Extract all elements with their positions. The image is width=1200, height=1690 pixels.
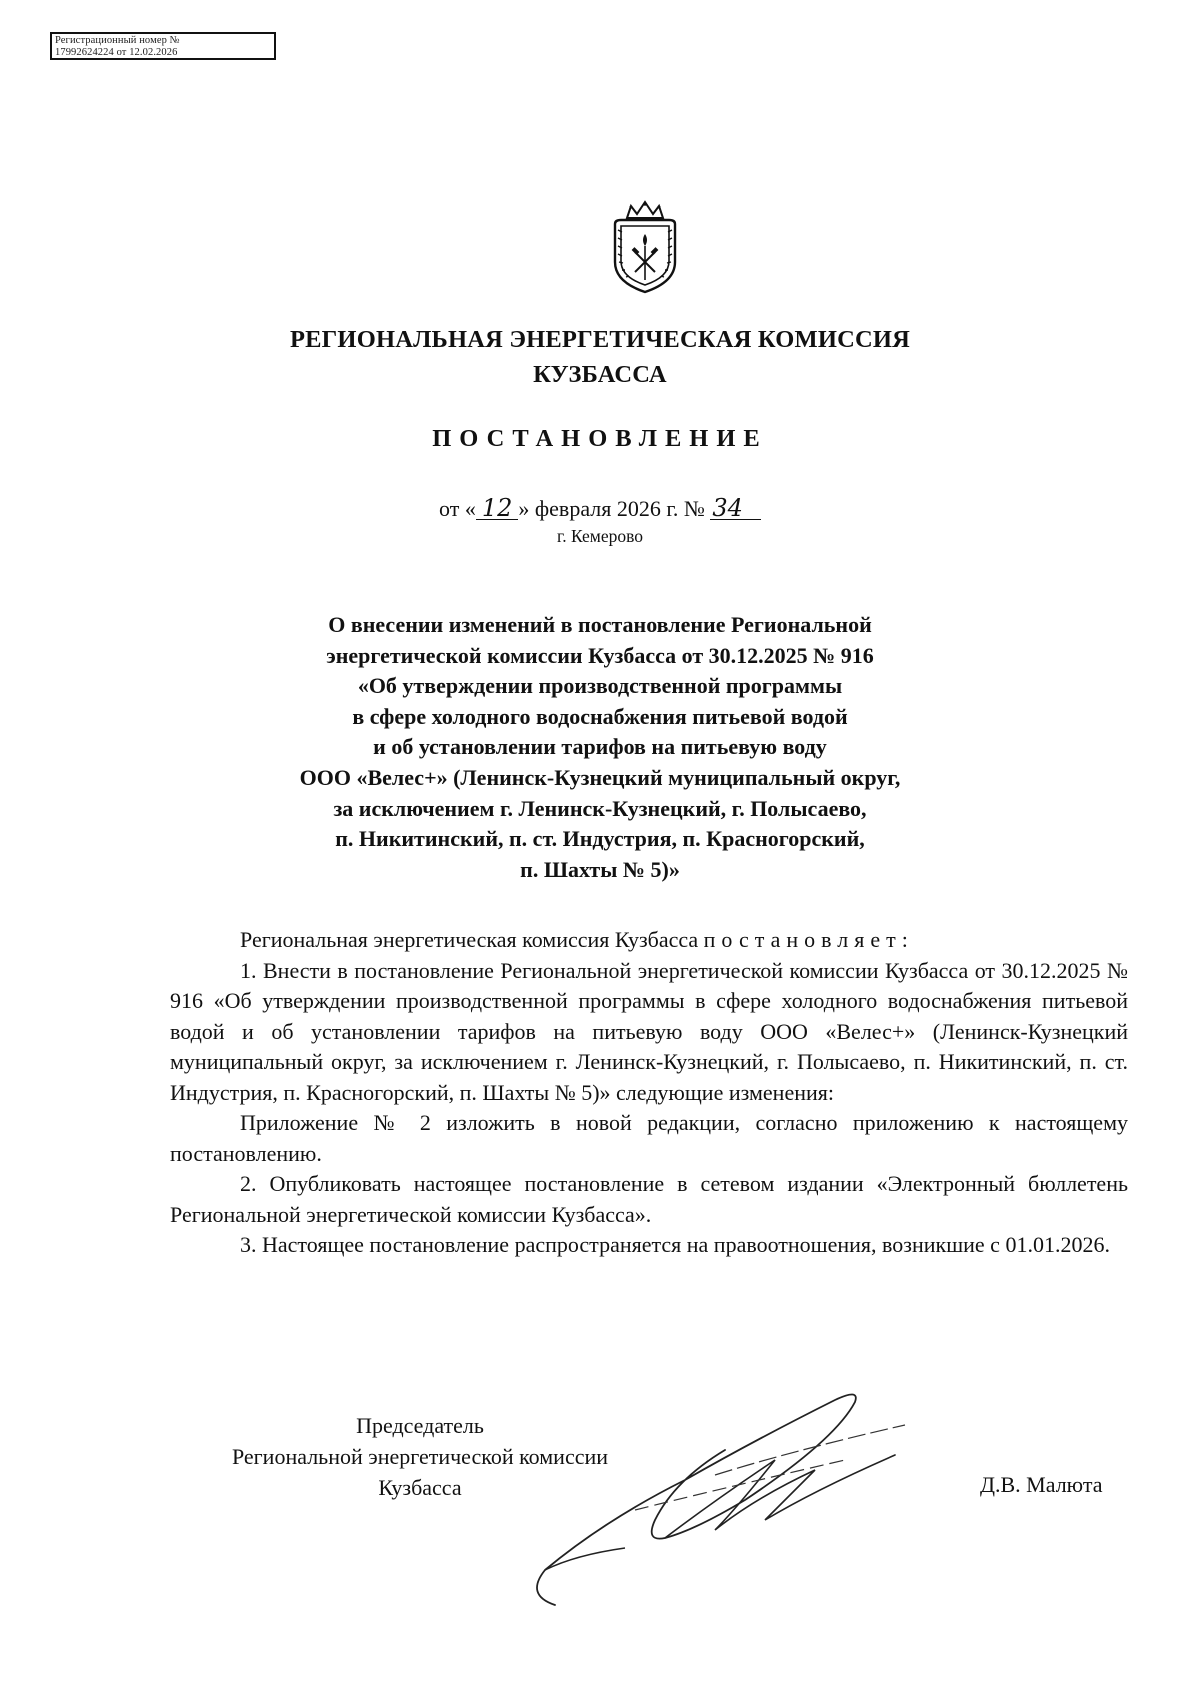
body-item-2: 2. Опубликовать настоящее постановление в сетевом издании «Электронный бюллетень Региональной энергетической комиссии Кузбасса». xyxy=(170,1171,1128,1227)
kuzbass-coat-of-arms-icon xyxy=(609,200,681,296)
registration-number: 17992624224 от 12.02.2026 xyxy=(55,47,178,58)
date-month-year: » февраля 2026 г. № xyxy=(518,496,705,521)
body-intro: Региональная энергетическая комиссия Кузбасса xyxy=(240,927,699,952)
date-prefix: от « xyxy=(439,496,476,521)
subject-line: энергетической комиссии Кузбасса от 30.12.2025 № 916 xyxy=(326,642,874,668)
document-body xyxy=(170,925,1128,1261)
document-city: г. Кемерово xyxy=(557,526,643,546)
body-item-1: 1. Внести в постановление Региональной энергетической комиссии Кузбасса от 30.12.2025 № 916 «Об утверждении производственной программы в сфере холодного водоснабжения питьевой водой и об установлении тарифов на питьевую воду ООО «Велес+» (Ленинск-Кузнецкий муниципальный округ, за исключением г. Ленинск-Кузнецкий, г. Полысаево, п. Никитинский, п. ст. Индустрия, п. Красногорский, п. Шахты № 5)» следующие изменения: xyxy=(170,957,1128,1105)
organization-title-line-2: КУЗБАССА xyxy=(533,361,667,388)
handwritten-signature xyxy=(515,1380,945,1620)
subject-line: п. Шахты № 5)» xyxy=(520,856,680,882)
organization-title xyxy=(0,322,1200,392)
subject-line: «Об утверждении производственной программы xyxy=(357,673,843,699)
subject-line: в сфере холодного водоснабжения питьевой водой xyxy=(352,703,848,729)
subject-line: п. Никитинский, п. ст. Индустрия, п. Красногорский, xyxy=(335,826,865,852)
document-number: 34 xyxy=(710,497,761,520)
subject-line: О внесении изменений в постановление Региональной xyxy=(328,612,872,637)
registration-stamp xyxy=(50,32,276,60)
subject-line: ООО «Велес+» (Ленинск-Кузнецкий муниципальный округ, xyxy=(299,764,901,790)
subject-line: за исключением г. Ленинск-Кузнецкий, г. Полысаево, xyxy=(333,795,867,821)
body-item-3: 3. Настоящее постановление распространяется на правоотношения, возникшие с 01.01.2026. xyxy=(240,1232,1110,1257)
registration-label: Регистрационный номер № xyxy=(55,35,180,46)
document-subject xyxy=(0,610,1200,885)
signatory-title-line-2: Региональной энергетической комиссии xyxy=(231,1444,609,1469)
signatory-title-line-3: Кузбасса xyxy=(378,1475,462,1500)
subject-line: и об установлении тарифов на питьевую воду xyxy=(373,734,827,760)
body-intro-paragraph xyxy=(170,925,1128,956)
organization-title-line-1: РЕГИОНАЛЬНАЯ ЭНЕРГЕТИЧЕСКАЯ КОМИССИЯ xyxy=(289,326,911,353)
signatory-name: Д.В. Малюта xyxy=(980,1472,1103,1497)
signatory-title-line-1: Председатель xyxy=(356,1413,484,1438)
document-type-heading: ПОСТАНОВЛЕНИЕ xyxy=(432,425,768,452)
body-resolves: постановляет: xyxy=(703,927,914,952)
date-day: 12 xyxy=(476,497,519,520)
document-date-line xyxy=(0,496,1200,522)
body-item-1-detail: Приложение № 2 изложить в новой редакции, согласно приложению к настоящему постановлению. xyxy=(170,1110,1128,1166)
